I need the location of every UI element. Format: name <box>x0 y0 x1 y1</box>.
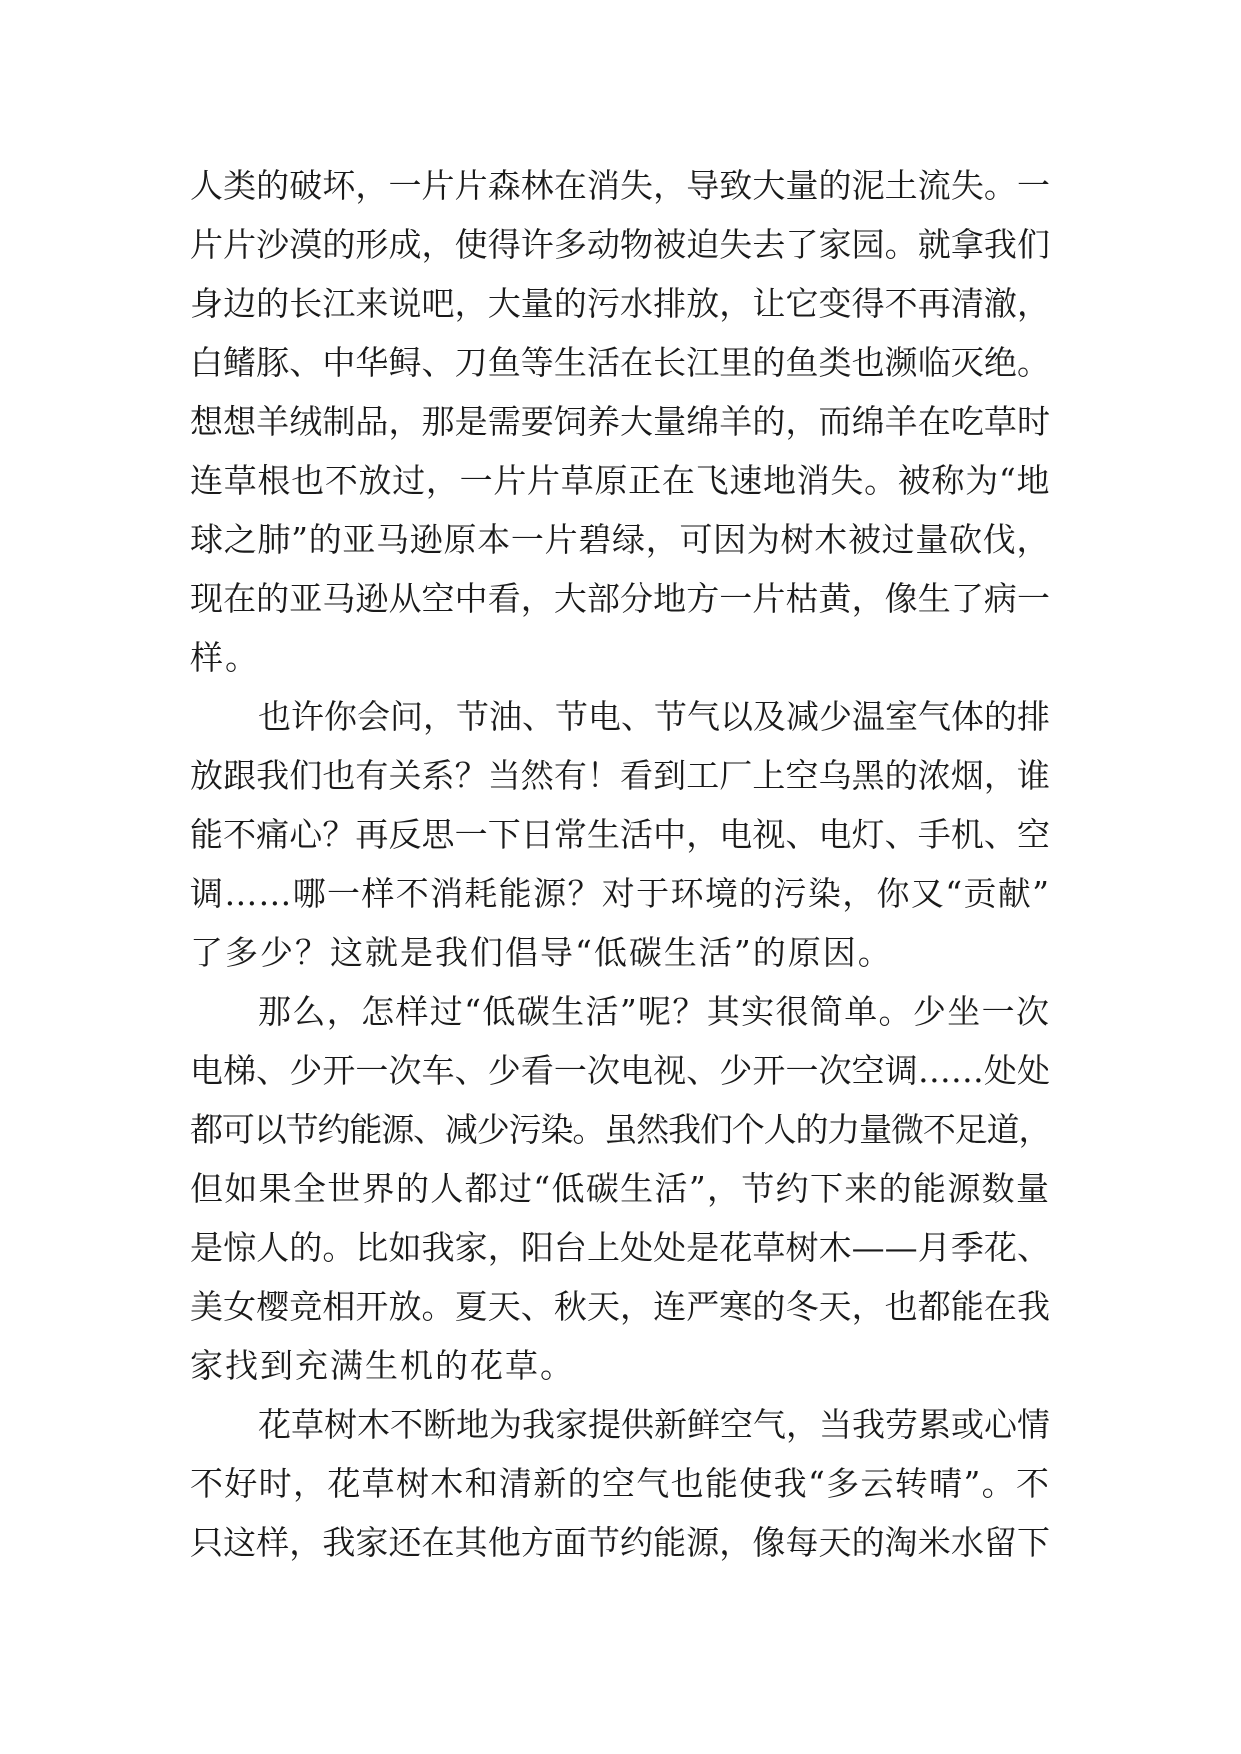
text-line: 白鳍豚、中华鲟、刀鱼等生活在长江里的鱼类也濒临灭绝。 <box>190 343 1050 382</box>
text-line: 片片沙漠的形成，使得许多动物被迫失去了家园。就拿我们 <box>190 225 1050 264</box>
text-line: 样。 <box>190 638 260 677</box>
document-body <box>190 156 1050 1572</box>
text-line: 都可以节约能源、减少污染。虽然我们个人的力量微不足道， <box>190 1110 1050 1149</box>
text-line: 想想羊绒制品，那是需要饲养大量绵羊的，而绵羊在吃草时 <box>190 402 1050 441</box>
text-line: 放跟我们也有关系？当然有！看到工厂上空乌黑的浓烟，谁 <box>190 756 1050 795</box>
text-line: 是惊人的。比如我家，阳台上处处是花草树木——月季花、 <box>190 1228 1050 1267</box>
text-line: 美女樱竞相开放。夏天、秋天，连严寒的冬天，也都能在我 <box>190 1287 1050 1326</box>
text-line: 人类的破坏，一片片森林在消失，导致大量的泥土流失。一 <box>190 166 1050 205</box>
text-line: 了多少？这就是我们倡导“低碳生活”的原因。 <box>190 933 893 972</box>
text-line: 现在的亚马逊从空中看，大部分地方一片枯黄，像生了病一 <box>190 579 1050 618</box>
text-line: 也许你会问，节油、节电、节气以及减少温室气体的排 <box>258 697 1050 736</box>
text-line: 不好时，花草树木和清新的空气也能使我“多云转晴”。不 <box>190 1464 1050 1503</box>
text-line: 连草根也不放过，一片片草原正在飞速地消失。被称为“地 <box>190 461 1050 500</box>
text-line: 那么，怎样过“低碳生活”呢？其实很简单。少坐一次 <box>258 992 1050 1031</box>
text-line: 身边的长江来说吧，大量的污水排放，让它变得不再清澈， <box>190 284 1050 323</box>
text-line: 球之肺”的亚马逊原本一片碧绿，可因为树木被过量砍伐， <box>190 520 1050 559</box>
text-line: 调……哪一样不消耗能源？对于环境的污染，你又“贡献” <box>190 874 1050 913</box>
text-line: 只这样，我家还在其他方面节约能源，像每天的淘米水留下 <box>190 1523 1050 1562</box>
text-line: 花草树木不断地为我家提供新鲜空气，当我劳累或心情 <box>258 1405 1050 1444</box>
text-line: 家找到充满生机的花草。 <box>190 1346 575 1385</box>
text-line: 电梯、少开一次车、少看一次电视、少开一次空调……处处 <box>190 1051 1050 1090</box>
text-line: 能不痛心？再反思一下日常生活中，电视、电灯、手机、空 <box>190 815 1050 854</box>
text-line: 但如果全世界的人都过“低碳生活”，节约下来的能源数量 <box>190 1169 1050 1208</box>
